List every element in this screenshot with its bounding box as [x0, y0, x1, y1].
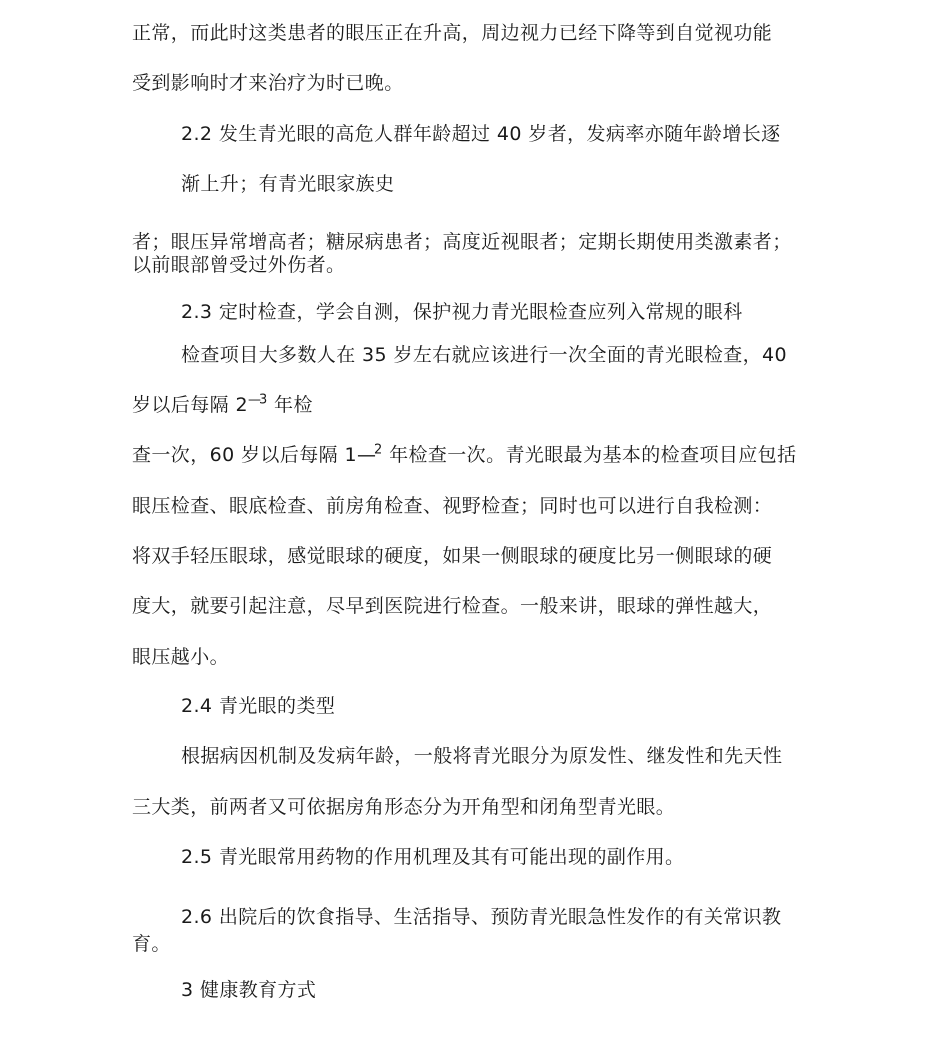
risk-groups-line-1: 者；眼压异常增高者；糖尿病患者；高度近视眼者；定期长期使用类激素者； — [132, 231, 792, 253]
section-2-3-line-6: 将双手轻压眼球，感觉眼球的硬度，如果一侧眼球的硬度比另一侧眼球的硬 — [132, 545, 773, 567]
range-dash: — — [247, 392, 259, 408]
section-2-3-heading: 2.3 定时检查，学会自测，保护视力青光眼检查应列入常规的眼科 — [181, 301, 743, 323]
section-2-3-line-3 — [132, 393, 313, 417]
section-2-6-heading: 2.6 出院后的饮食指导、生活指导、预防青光眼急性发作的有关常识教 — [181, 906, 782, 928]
risk-groups-line-2: 以前眼部曾受过外伤者。 — [132, 254, 346, 276]
section-2-2-heading: 2.2 发生青光眼的高危人群年龄超过 40 岁者，发病率亦随年龄增长逐 — [181, 123, 781, 145]
section-2-3-line-2: 检查项目大多数人在 35 岁左右就应该进行一次全面的青光眼检查，40 — [181, 344, 788, 366]
text-fragment: 年检 — [267, 394, 313, 416]
section-2-6-line-2: 育。 — [132, 933, 171, 955]
section-2-4-line-2: 三大类，前两者又可依据房角形态分为开角型和闭角型青光眼。 — [132, 796, 676, 818]
section-2-3-line-5: 眼压检查、眼底检查、前房角检查、视野检查；同时也可以进行自我检测： — [132, 495, 773, 517]
section-2-2-line-2: 渐上升；有青光眼家族史 — [181, 173, 395, 195]
section-2-4-line-1: 根据病因机制及发病年龄，一般将青光眼分为原发性、继发性和先天性 — [181, 745, 783, 767]
range-upper: 3 — [258, 392, 268, 408]
text-fragment: 查一次，60 岁以后每隔 1 — [132, 444, 357, 466]
range-dash: — — [356, 444, 374, 466]
section-2-3-line-7: 度大，就要引起注意，尽早到医院进行检查。一般来讲，眼球的弹性越大， — [132, 595, 773, 617]
section-3-heading: 3 健康教育方式 — [181, 979, 317, 1001]
text-fragment: 年检查一次。青光眼最为基本的检查项目应包括 — [382, 444, 797, 466]
section-2-3-line-8: 眼压越小。 — [132, 646, 230, 668]
paragraph-line-2: 受到影响时才来治疗为时已晚。 — [132, 72, 404, 94]
section-2-3-line-4 — [132, 443, 796, 467]
paragraph-line-1: 正常，而此时这类患者的眼压正在升高，周边视力已经下降等到自觉视功能 — [132, 22, 773, 44]
range-superscript — [248, 393, 268, 408]
section-2-5-heading: 2.5 青光眼常用药物的作用机理及其有可能出现的副作用。 — [181, 846, 685, 868]
text-fragment: 岁以后每隔 2 — [132, 394, 248, 416]
section-2-4-heading: 2.4 青光眼的类型 — [181, 695, 336, 717]
range-upper: 2 — [373, 442, 383, 458]
